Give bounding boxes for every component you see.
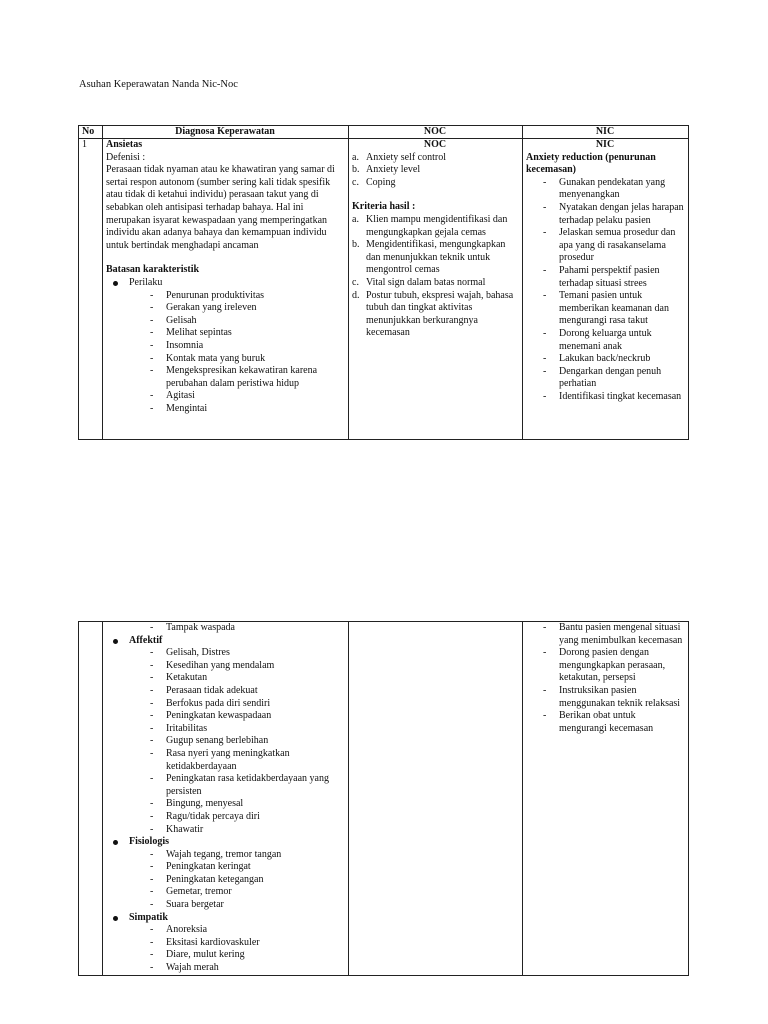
list-item: - Ragu/tidak percaya diri bbox=[106, 811, 344, 824]
table-header-row bbox=[79, 126, 689, 139]
list-item: - Khawatir bbox=[106, 824, 344, 837]
list-item: - Mengekspresikan kekawatiran karena perubahan dalam peristiwa hidup bbox=[106, 365, 344, 390]
list-item: - Lakukan back/neckrub bbox=[526, 353, 684, 366]
list-item: - Temani pasien untuk memberikan keamanan dan mengurangi rasa takut bbox=[526, 290, 684, 328]
nursing-care-table-page-2 bbox=[78, 621, 689, 976]
nic-cell bbox=[523, 139, 689, 440]
list-item: - Peningkatan keringat bbox=[106, 861, 344, 874]
noc-heading: NOC bbox=[423, 139, 447, 150]
list-item: c. Coping bbox=[352, 176, 396, 188]
diagnosis-name: Ansietas bbox=[106, 139, 143, 150]
noc-cell bbox=[349, 139, 523, 440]
list-item: - Pahami perspektif pasien terhadap situasi strees bbox=[526, 265, 684, 290]
simpatik-list bbox=[106, 924, 344, 974]
list-item: - Penurunan produktivitas bbox=[106, 290, 344, 303]
group-heading-affektif: Affektif bbox=[106, 635, 344, 648]
list-item: - Dengarkan dengan penuh perhatian bbox=[526, 366, 684, 391]
nic-activity-list bbox=[526, 177, 684, 404]
list-item: - Gunakan pendekatan yang menyenangkan bbox=[526, 177, 684, 202]
list-item: - Identifikasi tingkat kecemasan bbox=[526, 391, 684, 404]
list-item: - Agitasi bbox=[106, 390, 344, 403]
nic-activity-list bbox=[526, 622, 684, 735]
diagnosa-cell bbox=[103, 622, 349, 976]
batasan-heading: Batasan karakteristik bbox=[106, 264, 200, 276]
group-heading-perilaku: Perilaku bbox=[106, 277, 344, 290]
list-item: - Gerakan yang ireleven bbox=[106, 302, 344, 315]
list-item: b. Mengidentifikasi, mengungkapkan dan menunjukkan teknik untuk mengontrol cemas bbox=[352, 239, 506, 276]
list-item: - Melihat sepintas bbox=[106, 327, 344, 340]
definition-label: Defenisi : bbox=[106, 151, 146, 163]
nic-heading: NIC bbox=[595, 139, 615, 150]
list-item: - Mengintai bbox=[106, 403, 344, 416]
list-item: - Gugup senang berlebihan bbox=[106, 735, 344, 748]
table-row bbox=[79, 622, 689, 976]
list-item: - Insomnia bbox=[106, 340, 344, 353]
header-nic: NIC bbox=[523, 126, 689, 139]
list-item: - Gemetar, tremor bbox=[106, 886, 344, 899]
list-item: - Rasa nyeri yang meningkatkan ketidakberdayaan bbox=[106, 748, 344, 773]
list-item: - Ketakutan bbox=[106, 672, 344, 685]
list-item: - Berikan obat untuk mengurangi kecemasan bbox=[526, 710, 684, 735]
list-item: - Dorong keluarga untuk menemani anak bbox=[526, 328, 684, 353]
group-heading-simpatik: Simpatik bbox=[106, 912, 344, 925]
list-item: - Dorong pasien dengan mengungkapkan perasaan, ketakutan, persepsi bbox=[526, 647, 684, 685]
list-item: - Wajah merah bbox=[106, 962, 344, 975]
row-number: 1 bbox=[79, 139, 103, 440]
list-item: - Bingung, menyesal bbox=[106, 798, 344, 811]
list-item: - Jelaskan semua prosedur dan apa yang di rasakanselama prosedur bbox=[526, 227, 684, 265]
group-heading-fisiologis: Fisiologis bbox=[106, 836, 344, 849]
list-item: - Peningkatan kewaspadaan bbox=[106, 710, 344, 723]
document-title: Asuhan Keperawatan Nanda Nic-Noc bbox=[79, 79, 238, 90]
list-item: - Suara bergetar bbox=[106, 899, 344, 912]
list-item: - Bantu pasien mengenal situasi yang menimbulkan kecemasan bbox=[526, 622, 684, 647]
definition-text: Perasaan tidak nyaman atau ke khawatiran yang samar di sertai respon autonom (sumber sering kali tidak spesifik atau tidak di ketahui individu) perasaan takut yang di sebabkan oleh antisipasi terhadap bahaya. Hal ini merupakan isyarat kewaspadaan yang memperingatkan individu akan adanya bahaya dan kemampuan individu untuk bertindak menghadapi ancaman bbox=[106, 164, 335, 251]
header-no: No bbox=[79, 126, 103, 139]
intervention-title: Anxiety reduction (penurunan kecemasan) bbox=[526, 151, 656, 176]
list-item: c. Vital sign dalam batas normal bbox=[352, 276, 486, 288]
kriteria-list bbox=[352, 214, 518, 340]
list-item: - Iritabilitas bbox=[106, 723, 344, 736]
kriteria-heading: Kriteria hasil : bbox=[352, 201, 416, 213]
nic-cell bbox=[523, 622, 689, 976]
perilaku-list bbox=[106, 290, 344, 416]
noc-cell-empty bbox=[349, 622, 523, 976]
list-item: - Nyatakan dengan jelas harapan terhadap pelaku pasien bbox=[526, 202, 684, 227]
list-item: - Peningkatan ketegangan bbox=[106, 874, 344, 887]
list-item: - Tampak waspada bbox=[106, 622, 344, 635]
list-item: - Kontak mata yang buruk bbox=[106, 353, 344, 366]
list-item: - Wajah tegang, tremor tangan bbox=[106, 849, 344, 862]
header-noc: NOC bbox=[349, 126, 523, 139]
list-item: a. Anxiety self control bbox=[352, 151, 446, 163]
list-item: b. Anxiety level bbox=[352, 164, 421, 176]
header-diagnosa: Diagnosa Keperawatan bbox=[103, 126, 349, 139]
list-item: d. Postur tubuh, ekspresi wajah, bahasa tubuh dan tingkat aktivitas menunjukkan berkurangnya kecemasan bbox=[352, 289, 514, 339]
list-item: - Anoreksia bbox=[106, 924, 344, 937]
list-item: - Diare, mulut kering bbox=[106, 949, 344, 962]
list-item: - Gelisah bbox=[106, 315, 344, 328]
row-number-empty bbox=[79, 622, 103, 976]
fisiologis-list bbox=[106, 849, 344, 912]
list-item: - Eksitasi kardiovaskuler bbox=[106, 937, 344, 950]
list-item: - Peningkatan rasa ketidakberdayaan yang persisten bbox=[106, 773, 344, 798]
table-row bbox=[79, 139, 689, 440]
list-item: - Berfokus pada diri sendiri bbox=[106, 698, 344, 711]
list-item: - Kesedihan yang mendalam bbox=[106, 660, 344, 673]
affektif-list bbox=[106, 647, 344, 836]
list-item: - Perasaan tidak adekuat bbox=[106, 685, 344, 698]
diagnosa-cell bbox=[103, 139, 349, 440]
list-item: - Gelisah, Distres bbox=[106, 647, 344, 660]
list-item: - Instruksikan pasien menggunakan teknik relaksasi bbox=[526, 685, 684, 710]
noc-outcome-list bbox=[352, 152, 518, 190]
list-item: a. Klien mampu mengidentifikasi dan mengungkapkan gejala cemas bbox=[352, 213, 508, 238]
nursing-care-table-page-1 bbox=[78, 125, 689, 440]
